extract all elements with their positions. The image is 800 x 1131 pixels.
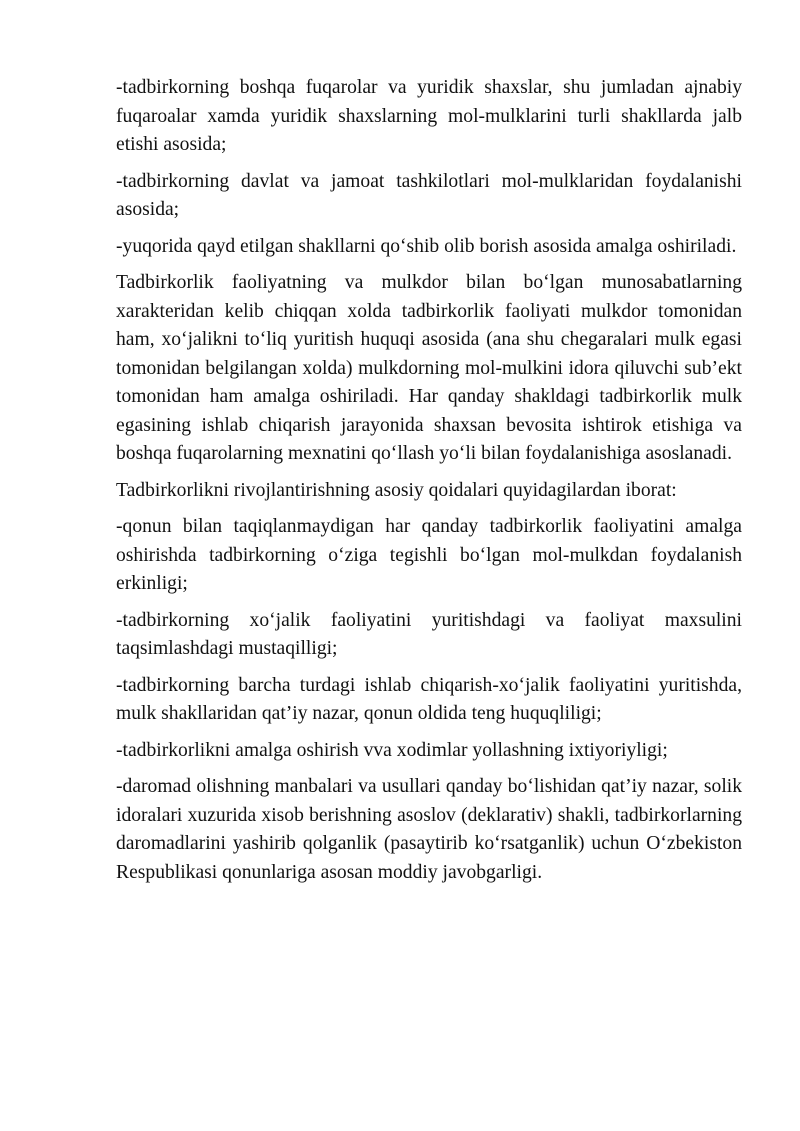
document-page [116,74,742,895]
paragraph-5: Tadbirkorlikni rivojlantirishning asosiy qoidalari quyidagilardan iborat: [116,479,677,501]
paragraph-7: -tadbirkorning xo‘jalik faoliyatini yuritishdagi va faoliyat maxsulini taqsimlashdagi mustaqilligi; [116,609,742,659]
paragraph-9: -tadbirkorlikni amalga oshirish vva xodimlar yollashning ixtiyoriyligi; [116,739,668,761]
paragraph-6: -qonun bilan taqiqlanmaydigan har qanday tadbirkorlik faoliyatini amalga oshirishda tadbirkorning o‘ziga tegishli bo‘lgan mol-mulkdan foydalanish erkinligi; [116,516,742,594]
paragraph-10: -daromad olishning manbalari va usullari qanday bo‘lishidan qat’iy nazar, solik idoralari xuzurida xisob berishning asoslov (deklarativ) shakli, tadbirkorlarning daromadlarini yashirib qolganlik (pasaytirib ko‘rsatganlik) uchun O‘zbekiston Respublikasi qonunlariga asosan moddiy javobgarligi. [116,776,742,883]
paragraph-4: Tadbirkorlik faoliyatning va mulkdor bilan bo‘lgan munosabatlarning xarakteridan kelib chiqqan xolda tadbirkorlik faoliyati mulkdor tomonidan ham, xo‘jalikni to‘liq yuritish huquqi asosida (ana shu chegaralari mulk egasi tomonidan belgilangan xolda) mulkdorning mol-mulkini idora qiluvchi sub’ekt tomonidan ham amalga oshiriladi. Har qanday shakldagi tadbirkorlik mulk egasining ishlab chiqarish jarayonida shaxsan bevosita ishtirok etishiga va boshqa fuqarolarning mexnatini qo‘llash yo‘li bilan foydalanishiga asoslanadi. [116,272,742,464]
paragraph-3: -yuqorida qayd etilgan shakllarni qo‘shib olib borish asosida amalga oshiriladi. [116,235,737,257]
paragraph-2: -tadbirkorning davlat va jamoat tashkilotlari mol-mulklaridan foydalanishi asosida; [116,170,742,220]
paragraph-1: -tadbirkorning boshqa fuqarolar va yuridik shaxslar, shu jumladan ajnabiy fuqaroalar xamda yuridik shaxslarning mol-mulklarini turli shakllarda jalb etishi asosida; [116,77,742,155]
paragraph-8: -tadbirkorning barcha turdagi ishlab chiqarish-xo‘jalik faoliyatini yuritishda, mulk shakllaridan qat’iy nazar, qonun oldida teng huquqliligi; [116,674,742,724]
